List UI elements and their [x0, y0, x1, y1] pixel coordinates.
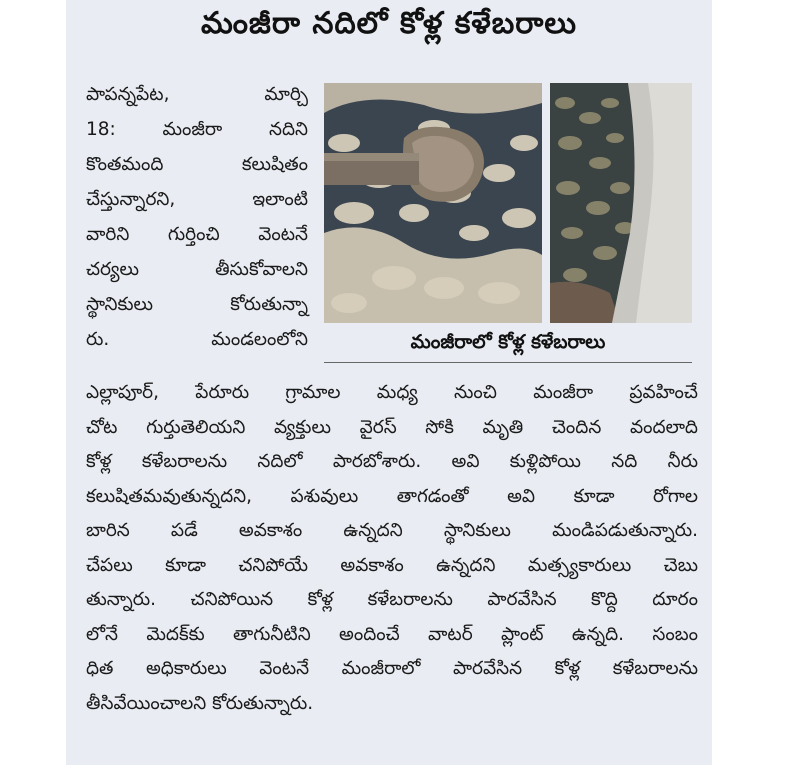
photo-caption: మంజీరాలో కోళ్ల కళేబరాలు: [410, 331, 606, 353]
body-line: చేపలు కూడా చనిపోయే అవకాశం ఉన్నదని మత్స్యకారులు చెబు: [86, 554, 698, 576]
caption-divider: [324, 362, 692, 363]
body-line: వారిని గుర్తించి వెంటనే: [86, 224, 308, 245]
body-line: తీసివేయించాలని కోరుతున్నారు.: [86, 692, 314, 714]
body-line: లోనే మెదక్‌కు తాగునీటిని అందించే వాటర్ ప్లాంట్ ఉన్నది. సంబం: [86, 623, 698, 645]
article-body-left-column: [86, 77, 308, 357]
newspaper-clipping: [66, 0, 712, 765]
article-body-full-width: [86, 375, 698, 720]
article-headline: మంజీరా నదిలో కోళ్ల కళేబరాలు: [200, 6, 578, 41]
body-line: రు. మండలంలోని: [86, 329, 308, 350]
river-carcasses-image: [324, 83, 542, 323]
body-line: కోళ్ల కళేబరాలను నదిలో పారబోశారు. అవి కుళ్లిపోయి నది నీరు: [86, 451, 698, 472]
body-line: తున్నారు. చనిపోయిన కోళ్ల కళేబరాలను పారవేసిన కొద్ది దూరం: [86, 589, 698, 610]
body-line: బారిన పడే అవకాశం ఉన్నదని స్థానికులు మండిపడుతున్నారు.: [86, 520, 698, 541]
body-line: 18: మంజీరా నదిని: [86, 119, 308, 140]
body-line: చేస్తున్నారని, ఇలాంటి: [86, 189, 308, 210]
body-line: కలుషితమవుతున్నదని, పశువులు తాగడంతో అవి కూడా రోగాల: [86, 485, 698, 507]
body-line: ఎల్లాపూర్, పేరూరు గ్రామాల మధ్య నుంచి మంజీరా ప్రవహించే: [86, 382, 698, 403]
body-line: ధిత అధికారులు వెంటనే మంజీరాలో పారవేసిన కోళ్ల కళేబరాలను: [86, 658, 698, 679]
body-line: కొంతమంది కలుషితం: [86, 154, 308, 175]
body-line: పాపన్నపేట, మార్చి: [86, 84, 308, 105]
body-line: చర్యలు తీసుకోవాలని: [86, 259, 308, 280]
river-photo-right: [550, 83, 692, 323]
river-bank-image: [550, 83, 692, 323]
body-line: చోట గుర్తుతెలియని వ్యక్తులు వైరస్ సోకి మృతి చెందిన వందలాది: [86, 416, 698, 438]
body-line: స్థానికులు కోరుతున్నా: [86, 294, 308, 315]
news-photo: [324, 83, 692, 323]
river-photo-left: [324, 83, 542, 323]
